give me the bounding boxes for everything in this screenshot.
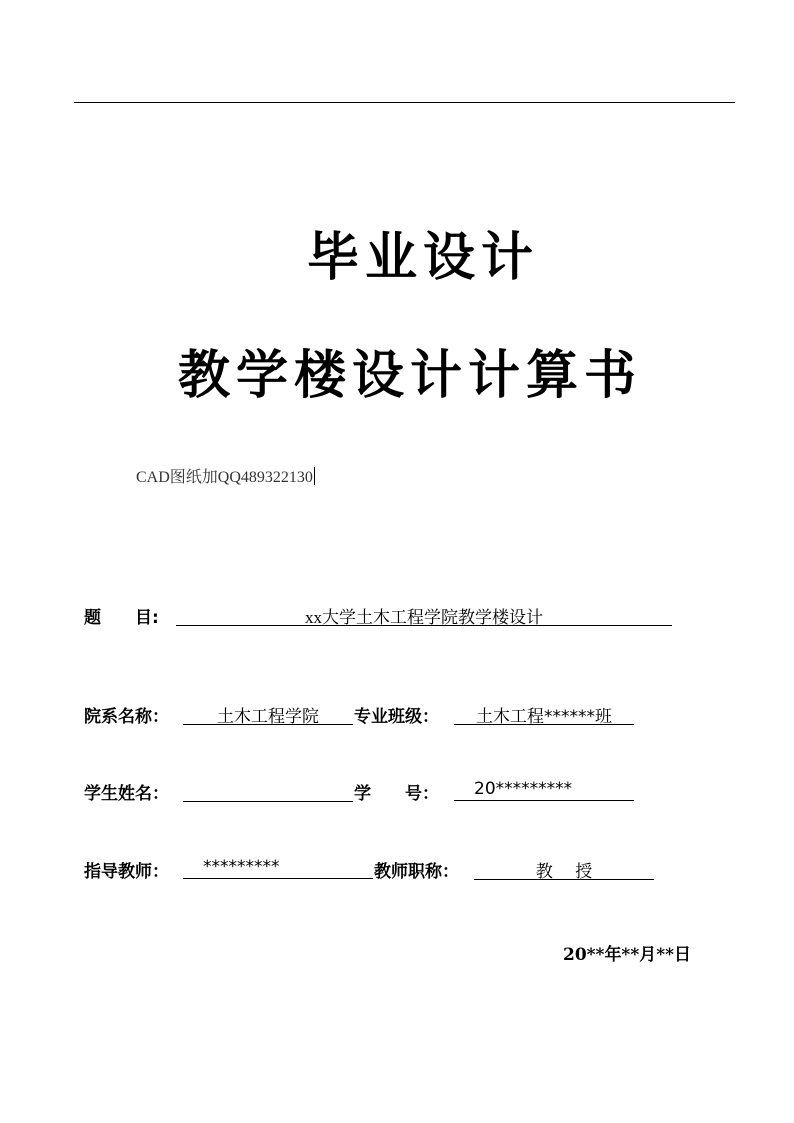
student-name-label: 学生姓名： xyxy=(84,784,169,804)
department-field[interactable]: 土木工程学院 xyxy=(183,702,353,725)
text-cursor xyxy=(314,467,315,485)
student-id-field[interactable]: 20********* xyxy=(454,779,634,801)
date: 20**年**月**日 xyxy=(563,945,691,965)
cad-note-text: CAD图纸加QQ489322130 xyxy=(136,469,313,486)
advisor-row xyxy=(84,857,664,881)
student-row xyxy=(84,779,644,803)
topic-label: 题 目: xyxy=(84,608,159,628)
department-row xyxy=(84,702,644,726)
advisor-title-field[interactable]: 教 授 xyxy=(474,857,654,880)
advisor-label: 指导教师： xyxy=(84,862,169,882)
topic-row xyxy=(84,603,684,627)
cad-note xyxy=(136,464,315,487)
document-subtitle: 教学楼设计计算书 xyxy=(177,346,642,406)
student-name-field[interactable] xyxy=(183,779,353,802)
header-rule xyxy=(74,102,735,103)
student-id-label: 学 号： xyxy=(354,784,439,804)
class-field[interactable]: 土木工程******班 xyxy=(454,702,634,725)
advisor-field[interactable]: ********* xyxy=(183,857,373,879)
class-label: 专业班级： xyxy=(354,707,439,727)
document-title: 毕业设计 xyxy=(306,228,539,288)
advisor-title-label: 教师职称： xyxy=(374,862,459,882)
department-label: 院系名称： xyxy=(84,707,169,727)
topic-field[interactable]: xx大学土木工程学院教学楼设计 xyxy=(176,603,672,626)
